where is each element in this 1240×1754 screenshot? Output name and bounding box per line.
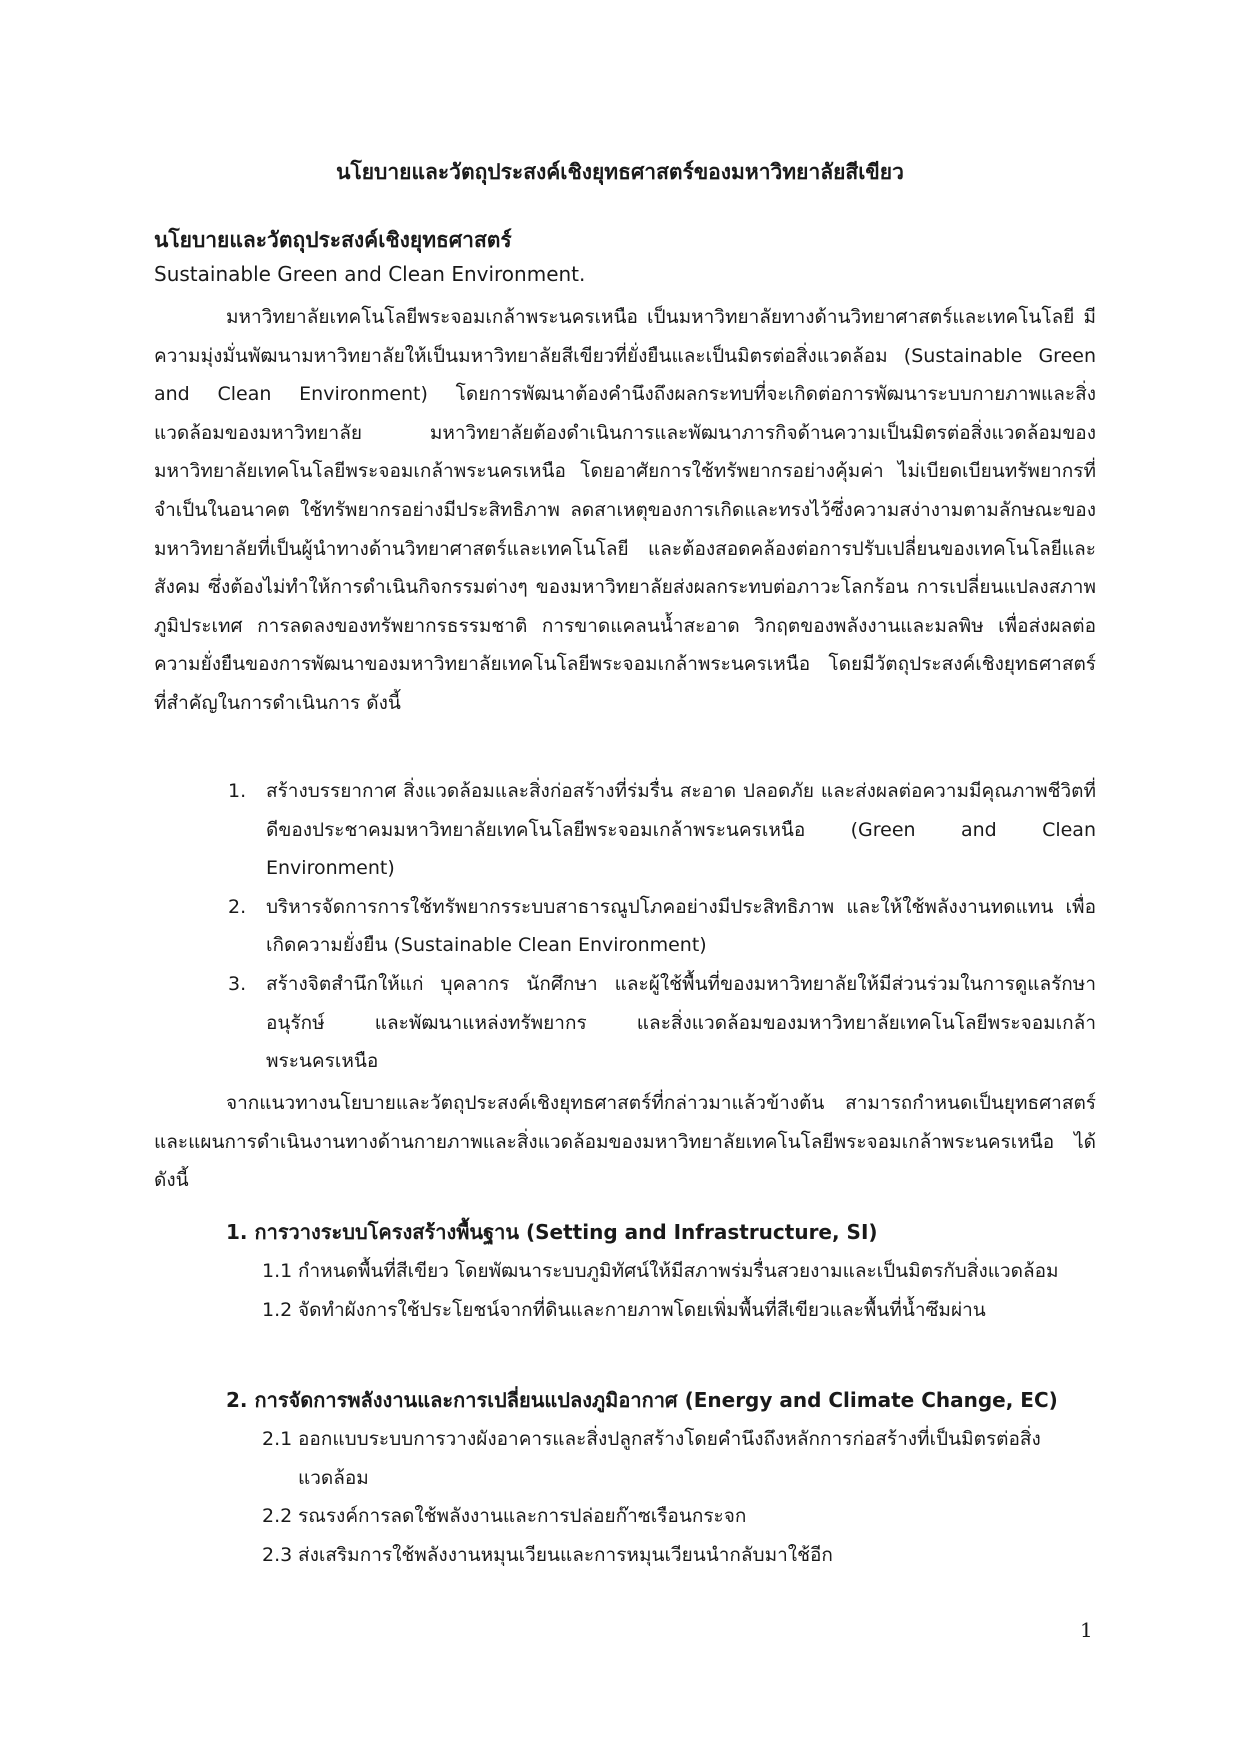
objective-item [226,772,1096,888]
section-infrastructure [226,1212,1096,1329]
section-item [262,1497,1096,1536]
objective-number: 1. [228,780,247,802]
objective-item [226,888,1096,965]
objective-number: 3. [228,972,247,995]
section-heading: 2. การจัดการพลังงานและการเปลี่ยนแปลงภูมิอากาศ (Energy and Climate Change, EC) [226,1388,1058,1412]
section-item [262,1291,1096,1330]
item-number: 2.1 [262,1428,293,1450]
item-text: ส่งเสริมการใช้พลังงานหมุนเวียนและการหมุนเวียนนำกลับมาใช้อีก [298,1543,833,1566]
policy-subheading: Sustainable Green and Clean Environment. [154,262,586,286]
item-number: 2.3 [262,1543,293,1566]
item-text: จัดทำผังการใช้ประโยชน์จากที่ดินและกายภาพโดยเพิ่มพื้นที่สีเขียวและพื้นที่น้ำซึมผ่าน [298,1298,986,1321]
objectives-list [226,772,1096,1081]
item-text: กำหนดพื้นที่สีเขียว โดยพัฒนาระบบภูมิทัศน์ให้มีสภาพร่มรื่นสวยงามและเป็นมิตรกับสิ่งแวดล้อม [298,1260,1059,1282]
document-title: นโยบายและวัตถุประสงค์เชิงยุทธศาสตร์ของมหาวิทยาลัยสีเขียว [336,160,904,184]
section-energy-climate [226,1380,1096,1574]
section-heading: 1. การวางระบบโครงสร้างพื้นฐาน (Setting and Infrastructure, SI) [226,1220,878,1244]
item-number: 1.2 [262,1298,293,1321]
section-item [262,1420,1096,1497]
item-number: 1.1 [262,1260,293,1282]
section-item [262,1536,1096,1575]
item-number: 2.2 [262,1505,293,1528]
item-text: ออกแบบระบบการวางผังอาคารและสิ่งปลูกสร้างโดยคำนึงถึงหลักการก่อสร้างที่เป็นมิตรต่อสิ่งแวดล้อม [298,1428,1041,1489]
policy-heading: นโยบายและวัตถุประสงค์เชิงยุทธศาสตร์ [154,228,512,252]
page-number: 1 [1080,1618,1093,1642]
objective-text: สร้างบรรยากาศ สิ่งแวดล้อมและสิ่งก่อสร้างที่ร่มรื่น สะอาด ปลอดภัย และส่งผลต่อความมีคุณภาพชีวิตที่ดีของประชาคมมหาวิทยาลัยเทคโนโลยีพระจอมเกล้าพระนครเหนือ (Green and Clean Environment) [266,780,1096,880]
objective-text: สร้างจิตสำนึกให้แก่ บุคลากร นักศึกษา และผู้ใช้พื้นที่ของมหาวิทยาลัยให้มีส่วนร่วมในการดูแลรักษาอนุรักษ์ และพัฒนาแหล่งทรัพยากร และสิ่งแวดล้อมของมหาวิทยาลัยเทคโนโลยีพระจอมเกล้าพระนครเหนือ [266,972,1096,1073]
summary-paragraph: จากแนวทางนโยบายและวัตถุประสงค์เชิงยุทธศาสตร์ที่กล่าวมาแล้วข้างต้น สามารถกำหนดเป็นยุทธศาสตร์และแผนการดำเนินงานทางด้านกายภาพและสิ่งแวดล้อมของมหาวิทยาลัยเทคโนโลยีพระจอมเกล้าพระนครเหนือ ได้ดังนี้ [154,1092,1096,1192]
intro-paragraph: มหาวิทยาลัยเทคโนโลยีพระจอมเกล้าพระนครเหนือ เป็นมหาวิทยาลัยทางด้านวิทยาศาสตร์และเทคโนโลยี มีความมุ่งมั่นพัฒนามหาวิทยาลัยให้เป็นมหาวิทยาลัยสีเขียวที่ยั่งยืนและเป็นมิตรต่อสิ่งแวดล้อม (Sustainable Green and Clean Environment) โดยการพัฒนาต้องคำนึงถึงผลกระทบที่จะเกิดต่อการพัฒนาระบบกายภาพและสิ่งแวดล้อมของมหาวิทยาลัย มหาวิทยาลัยต้องดำเนินการและพัฒนาภารกิจด้านความเป็นมิตรต่อสิ่งแวดล้อมของมหาวิทยาลัยเทคโนโลยีพระจอมเกล้าพระนครเหนือ โดยอาศัยการใช้ทรัพยากรอย่างคุ้มค่า ไม่เบียดเบียนทรัพยากรที่จำเป็นในอนาคต ใช้ทรัพยากรอย่างมีประสิทธิภาพ ลดสาเหตุของการเกิดและทรงไว้ซึ่งความสง่างามตามลักษณะของมหาวิทยาลัยที่เป็นผู้นำทางด้านวิทยาศาสตร์และเทคโนโลยี และต้องสอดคล้องต่อการปรับเปลี่ยนของเทคโนโลยีและสังคม ซึ่งต้องไม่ทำให้การดำเนินกิจกรรมต่างๆ ของมหาวิทยาลัยส่งผลกระทบต่อภาวะโลกร้อน การเปลี่ยนแปลงสภาพภูมิประเทศ การลดลงของทรัพยากรธรรมชาติ การขาดแคลนน้ำสะอาด วิกฤตของพลังงานและมลพิษ เพื่อส่งผลต่อความยั่งยืนของการพัฒนาของมหาวิทยาลัยเทคโนโลยีพระจอมเกล้าพระนครเหนือ โดยมีวัตถุประสงค์เชิงยุทธศาสตร์ที่สำคัญในการดำเนินการ ดังนี้ [154,306,1096,714]
objective-item [226,965,1096,1081]
item-text: รณรงค์การลดใช้พลังงานและการปล่อยก๊าซเรือนกระจก [298,1505,747,1528]
section-item [262,1252,1096,1291]
objective-number: 2. [228,895,247,918]
objective-text: บริหารจัดการการใช้ทรัพยากรระบบสาธารณูปโภคอย่างมีประสิทธิภาพ และให้ใช้พลังงานทดแทน เพื่อเกิดความยั่งยืน (Sustainable Clean Environment) [266,895,1096,957]
